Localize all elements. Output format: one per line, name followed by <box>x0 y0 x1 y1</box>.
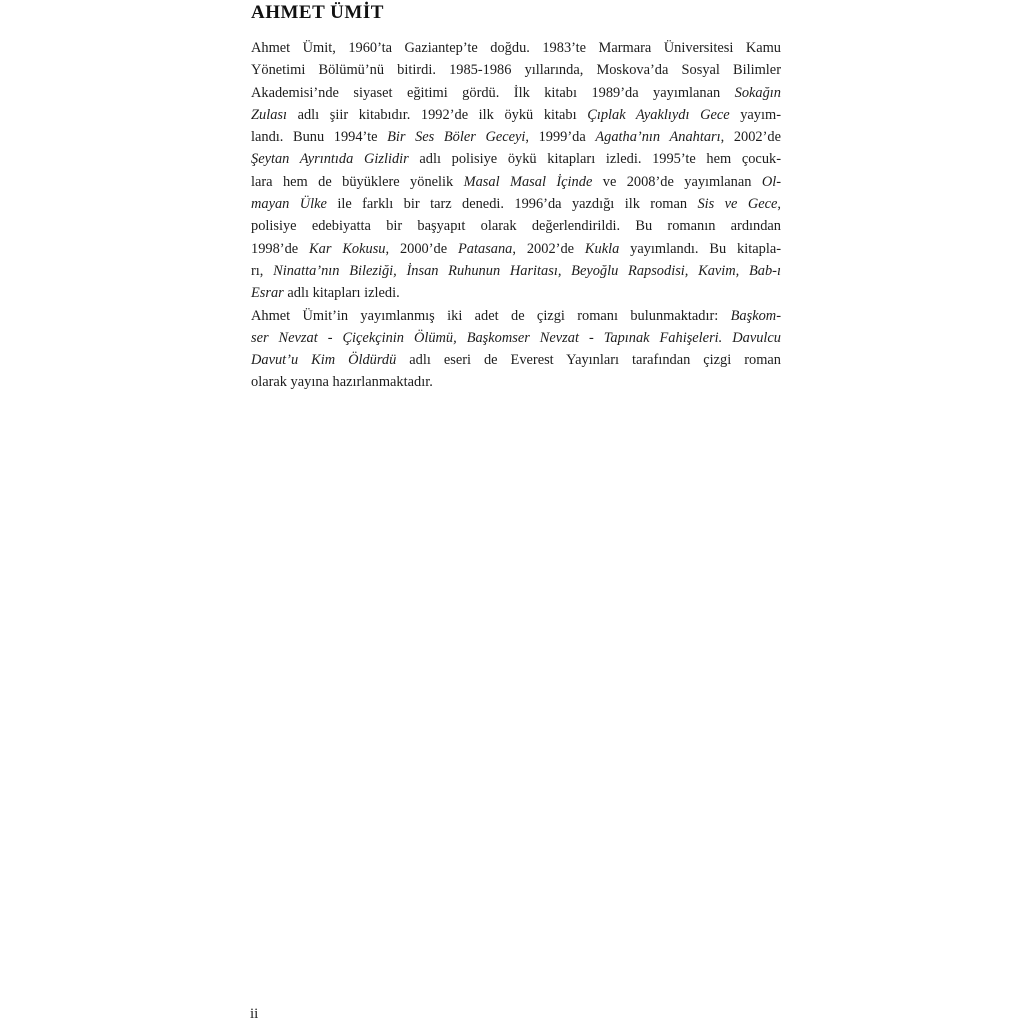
text-run: adlı kitapları izledi. <box>283 285 400 302</box>
text-line <box>251 305 781 327</box>
text-run: Ahmet Ümit, 1960’ta Gaziantep’te doğdu. 1983’te Marmara Üniversitesi Kamu <box>251 40 781 56</box>
italic-title-text: Kar Kokusu <box>309 240 386 257</box>
page-number: ii <box>250 1006 259 1022</box>
text-run: yayımlandı. Bu kitapla- <box>619 240 781 257</box>
italic-title-text: mayan Ülke <box>251 196 327 213</box>
page-title: AHMET ÜMİT <box>251 2 384 23</box>
text-run: rı, <box>251 262 274 279</box>
text-line <box>251 126 781 148</box>
text-line <box>251 148 781 170</box>
text-run: Yönetimi Bölümü’nü bitirdi. 1985-1986 yıllarında, Moskova’da Sosyal Bilimler <box>251 62 781 79</box>
text-run: adlı polisiye öykü kitapları izledi. 1995’te hem çocuk- <box>408 151 781 168</box>
text-line <box>251 171 781 193</box>
italic-title-text: ser Nevzat - Çiçekçinin Ölümü, Başkomser Nevzat - Tapınak Fahişeleri. Davulcu <box>251 329 781 346</box>
text-line <box>251 82 781 104</box>
text-run: Ahmet Ümit’in yayımlanmış iki adet de çizgi romanı bulunmaktadır: <box>251 307 731 324</box>
text-run: lara hem de büyüklere yönelik <box>251 173 464 190</box>
text-line <box>251 238 781 260</box>
text-run: olarak yayına hazırlanmaktadır. <box>251 374 433 391</box>
italic-title-text: Sokağın <box>734 84 781 101</box>
text-line <box>251 260 781 282</box>
text-run: landı. Bunu 1994’te <box>251 129 388 146</box>
italic-title-text: Ninatta’nın Bileziği, İnsan Ruhunun Haritası, Beyoğlu Rapsodisi, Kavim, Bab-ı <box>273 262 781 279</box>
text-run: , 2002’de <box>512 240 585 257</box>
text-run: ile farklı bir tarz denedi. 1996’da yazdığı ilk roman <box>326 196 698 213</box>
italic-title-text: Patasana <box>458 240 513 257</box>
text-run: adlı eseri de Everest Yayınları tarafından çizgi roman <box>396 352 781 369</box>
italic-title-text: Davut’u Kim Öldürdü <box>251 352 397 369</box>
text-line <box>251 282 781 304</box>
text-run: yayım- <box>729 106 781 123</box>
italic-title-text: Bir Ses Böler Geceyi <box>387 129 526 146</box>
italic-title-text: Agatha’nın Anahtarı <box>595 129 721 146</box>
text-line <box>251 215 781 237</box>
text-line <box>251 349 781 371</box>
text-run: polisiye edebiyatta bir başyapıt olarak değerlendirildi. Bu romanın ardından <box>251 218 781 235</box>
text-run: adlı şiir kitabıdır. 1992’de ilk öykü kitabı <box>287 106 588 123</box>
text-line <box>251 371 781 393</box>
text-run: , 2002’de <box>720 129 781 146</box>
text-line <box>251 193 781 215</box>
text-run: Akademisi’nde siyaset eğitimi gördü. İlk kitabı 1989’da yayımlanan <box>251 84 735 101</box>
italic-title-text: Çıplak Ayaklıydı Gece <box>587 106 730 123</box>
italic-title-text: Esrar <box>251 285 284 302</box>
text-line <box>251 327 781 349</box>
text-run: , <box>777 196 781 213</box>
italic-title-text: Ol- <box>761 173 781 190</box>
italic-title-text: Zulası <box>251 106 287 123</box>
italic-title-text: Şeytan Ayrıntıda Gizlidir <box>251 151 409 168</box>
text-line <box>251 37 781 59</box>
text-run: 1998’de <box>251 240 310 257</box>
text-run: ve 2008’de yayımlanan <box>592 173 762 190</box>
text-line <box>251 104 781 126</box>
italic-title-text: Başkom- <box>730 307 781 324</box>
italic-title-text: Kukla <box>584 240 620 257</box>
text-run: , 2000’de <box>385 240 459 257</box>
italic-title-text: Masal Masal İçinde <box>463 173 593 190</box>
italic-title-text: Sis ve Gece <box>697 196 778 213</box>
text-run: , 1999’da <box>525 129 596 146</box>
text-line <box>251 59 781 81</box>
biography-text <box>251 37 781 394</box>
